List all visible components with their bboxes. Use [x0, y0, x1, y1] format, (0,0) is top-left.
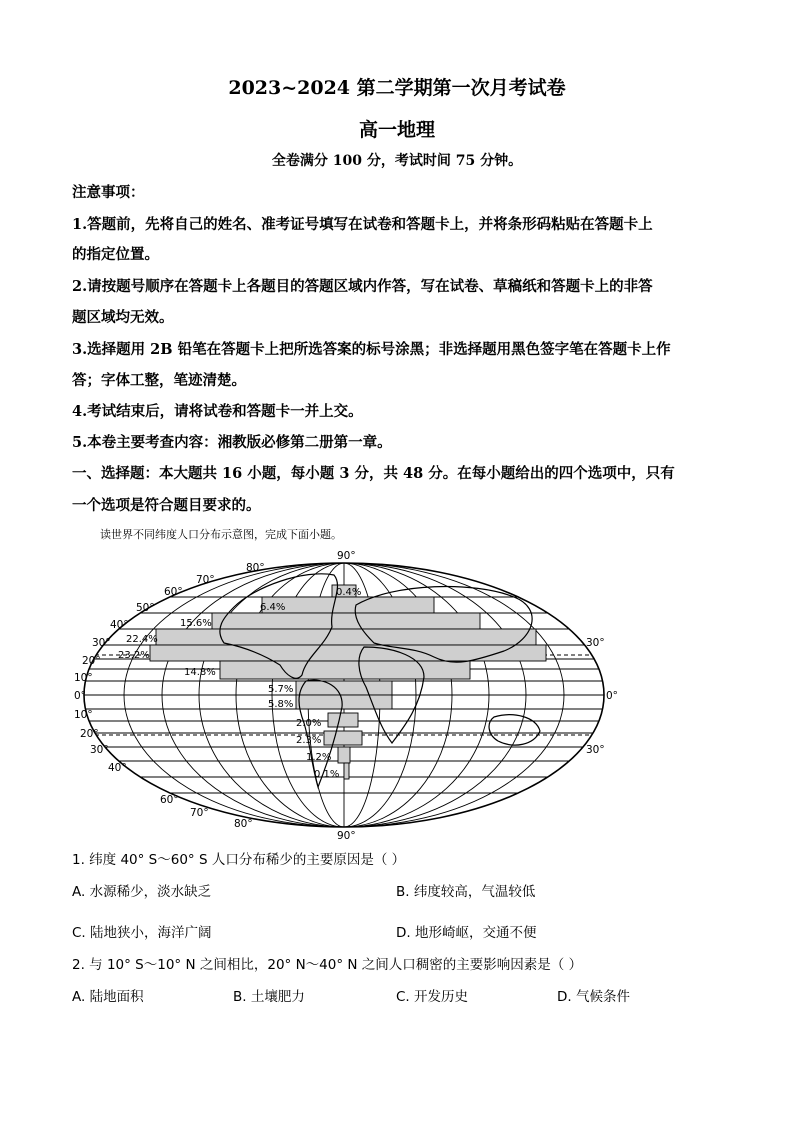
svg-text:30°: 30° [586, 744, 605, 756]
band-label: 0.1% [314, 769, 340, 780]
question-1-option-a[interactable]: A. 水源稀少，淡水缺乏 [72, 884, 212, 900]
question-2-stem: 2. 与 10° S～10° N 之间相比，20° N～40° N 之间人口稠密的主要影响因素是（ ） [72, 957, 583, 973]
note-line: 题区域均无效。 [72, 309, 174, 326]
band-label: 14.8% [184, 667, 216, 678]
question-1-option-d[interactable]: D. 地形崎岖，交通不便 [396, 925, 537, 941]
note-line: 的指定位置。 [72, 246, 159, 263]
svg-text:70°: 70° [196, 574, 215, 586]
section-heading-line2: 一个选项是符合题目要求的。 [72, 497, 261, 514]
svg-text:90°: 90° [337, 550, 356, 562]
svg-text:60°: 60° [164, 586, 183, 598]
question-2-option-c[interactable]: C. 开发历史 [396, 989, 469, 1005]
svg-text:10°: 10° [74, 672, 93, 684]
band-bar [156, 629, 536, 645]
band-bar [344, 763, 349, 779]
note-line: 3.选择题用 2B 铅笔在答题卡上把所选答案的标号涂黑；非选择题用黑色签字笔在答题卡上作 [72, 341, 671, 358]
svg-text:20°: 20° [82, 655, 101, 667]
band-label: 23.2% [118, 650, 150, 661]
question-2-option-d[interactable]: D. 气候条件 [557, 989, 630, 1005]
svg-text:70°: 70° [190, 807, 209, 819]
band-label: 2.3% [296, 735, 322, 746]
question-2-option-b[interactable]: B. 土壤肥力 [233, 989, 305, 1005]
svg-text:30°: 30° [586, 637, 605, 649]
svg-text:80°: 80° [246, 562, 265, 574]
question-2-option-a[interactable]: A. 陆地面积 [72, 989, 144, 1005]
svg-text:40°: 40° [108, 762, 127, 774]
band-label: 2.0% [296, 718, 322, 729]
svg-text:30°: 30° [90, 744, 109, 756]
note-line: 答；字体工整，笔迹清楚。 [72, 372, 246, 389]
band-label: 1.2% [306, 752, 332, 763]
band-label: 15.6% [180, 618, 212, 629]
population-latitude-map [74, 547, 618, 842]
svg-text:0°: 0° [606, 690, 618, 702]
band-bar [262, 597, 434, 613]
band-label: 6.4% [260, 602, 286, 613]
svg-text:90°: 90° [337, 830, 356, 842]
band-bar [328, 713, 358, 727]
note-line: 2.请按题号顺序在答题卡上各题目的答题区域内作答，写在试卷、草稿纸和答题卡上的非答 [72, 278, 653, 295]
svg-text:40°: 40° [110, 619, 129, 631]
note-line: 1.答题前，先将自己的姓名、准考证号填写在试卷和答题卡上，并将条形码粘贴在答题卡上 [72, 216, 653, 233]
svg-text:80°: 80° [234, 818, 253, 830]
svg-text:10°: 10° [74, 709, 93, 721]
question-1-stem: 1. 纬度 40° S～60° S 人口分布稀少的主要原因是（ ） [72, 852, 406, 868]
note-line: 4.考试结束后，请将试卷和答题卡一并上交。 [72, 403, 363, 420]
band-label: 5.7% [268, 684, 294, 695]
section-heading-line1: 一、选择题：本大题共 16 小题，每小题 3 分，共 48 分。在每小题给出的四个选项中，只有 [72, 465, 675, 482]
note-line: 5.本卷主要考查内容：湘教版必修第二册第一章。 [72, 434, 392, 451]
figure-caption: 读世界不同纬度人口分布示意图，完成下面小题。 [100, 528, 342, 541]
svg-text:20°: 20° [80, 728, 99, 740]
band-bar [324, 731, 362, 745]
band-bar [220, 661, 470, 679]
band-bar [212, 613, 480, 629]
band-label: 22.4% [126, 634, 158, 645]
question-1-option-c[interactable]: C. 陆地狭小，海洋广阔 [72, 925, 212, 941]
svg-text:60°: 60° [160, 794, 179, 806]
band-bar [338, 747, 350, 763]
svg-text:0°: 0° [74, 690, 86, 702]
band-bar [296, 681, 392, 695]
notes-heading: 注意事项： [72, 184, 145, 201]
band-label: 0.4% [336, 587, 362, 598]
exam-info: 全卷满分 100 分，考试时间 75 分钟。 [271, 153, 523, 169]
band-bar [150, 645, 546, 661]
question-1-option-b[interactable]: B. 纬度较高，气温较低 [396, 884, 536, 900]
svg-text:30°: 30° [92, 637, 111, 649]
svg-text:50°: 50° [136, 602, 155, 614]
exam-subject: 高一地理 [358, 119, 435, 141]
band-label: 5.8% [268, 699, 294, 710]
band-bar [296, 695, 392, 709]
exam-title: 2023~2024 第二学期第一次月考试卷 [228, 77, 566, 99]
